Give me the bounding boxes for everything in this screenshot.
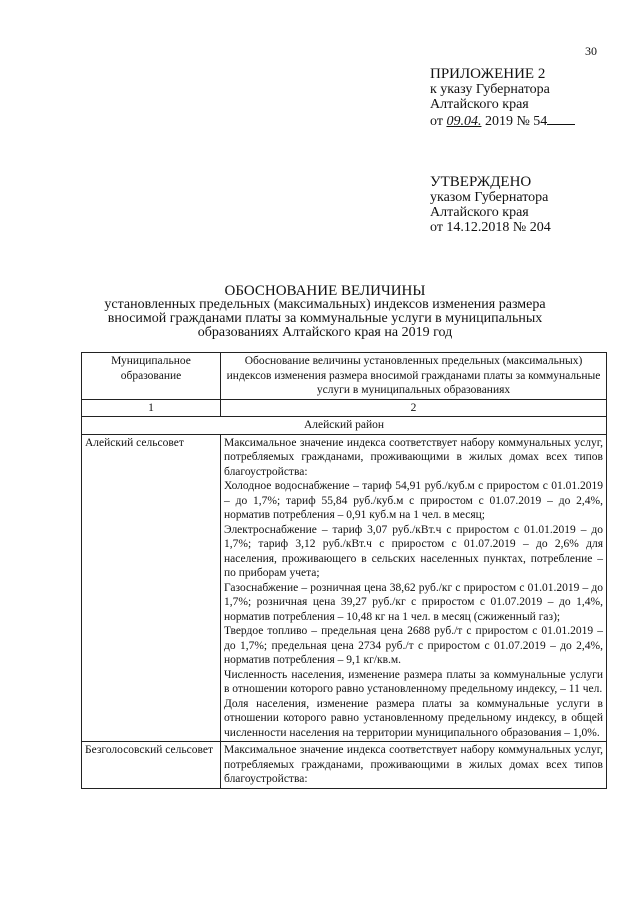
appendix-header: [430, 67, 630, 129]
justification-cell: [221, 742, 607, 789]
appendix-line2: Алтайского края: [430, 97, 529, 112]
table-row: [82, 742, 607, 789]
column-number-2: 2: [221, 399, 607, 417]
district-row: [82, 417, 607, 435]
approved-line3: от 14.12.2018 № 204: [430, 220, 551, 235]
appendix-number: 54: [533, 114, 548, 129]
appendix-line1: к указу Губернатора: [430, 82, 550, 97]
justification-paragraph: Электроснабжение – тариф 3,07 руб./кВт.ч с приростом с 01.01.2019 – до 1,7%; тариф 3,12 руб./кВт.ч с приростом с 01.07.2019 – до 2,6% для населения, проживающего в сельских населенных пунктах, потребление – по приборам учета;: [224, 523, 603, 579]
municipality-cell: Безголосовский сельсовет: [82, 742, 221, 789]
appendix-date-line: [430, 112, 630, 129]
justification-paragraph: Твердое топливо – предельная цена 2688 руб./т с приростом с 01.01.2019 – до 1,7%; предельная цена 2734 руб./т с приростом с 01.07.2019 – до 2,4%, норматив потребления – 9,1 кг/кв.м.: [224, 625, 603, 666]
approved-header: [430, 175, 630, 235]
table-number-row: [82, 399, 607, 417]
document-title-main: ОБОСНОВАНИЕ ВЕЛИЧИНЫ: [224, 283, 426, 299]
justification-paragraph: Холодное водоснабжение – тариф 54,91 руб./куб.м с приростом с 01.01.2019 – до 1,7%; тариф 55,84 руб./куб.м с приростом с 01.07.2019 – до 2,4%, норматив потребления – 0,91 куб.м на 1 чел. в месяц;: [224, 480, 603, 521]
approved-line1: указом Губернатора: [430, 190, 549, 205]
justification-paragraph: Численность населения, изменение размера платы за коммунальные услуги в отношении которого равно установленному предельному индексу, – 11 чел.: [224, 668, 603, 695]
document-title-line1: установленных предельных (максимальных) индексов изменения размера: [104, 297, 546, 312]
district-name: Алейский район: [82, 417, 607, 435]
document-title-line3: образованиях Алтайского края на 2019 год: [197, 325, 453, 340]
page-number: 30: [585, 44, 597, 58]
appendix-year-no: 2019 №: [484, 114, 530, 129]
document-title-line2: вносимой гражданами платы за коммунальные услуги в муниципальных: [107, 311, 543, 326]
appendix-title: ПРИЛОЖЕНИЕ 2: [430, 66, 546, 82]
justification-paragraph: Газоснабжение – розничная цена 38,62 руб./кг с приростом с 01.01.2019 – до 1,7%; розничная цена 39,27 руб./кг с приростом с 01.07.2019 – до 1,4%, норматив потребления – 10,48 кг на 1 чел. в месяц (сжиженный газ);: [224, 581, 603, 623]
underline-blank: [547, 112, 575, 125]
indices-table: [81, 352, 607, 789]
appendix-date: 09.04.: [446, 114, 482, 129]
table-row: [82, 434, 607, 742]
approved-line2: Алтайского края: [430, 205, 529, 220]
justification-paragraph: Максимальное значение индекса соответствует набору коммунальных услуг, потребляемых гражданами, проживающими в жилых домах всех типов благоустройства:: [224, 436, 603, 478]
column-number-1: 1: [82, 399, 221, 417]
column-header-justification: Обоснование величины установленных предельных (максимальных) индексов изменения размера вносимой гражданами платы за коммунальные услуги в муниципальных образованиях: [221, 353, 607, 400]
justification-paragraph: Доля населения, изменение размера платы за коммунальные услуги в отношении которого равно установленному предельному индексу, в общей численности населения на территории муниципального образования – 1,0%.: [224, 697, 603, 739]
table-header-row: [82, 353, 607, 400]
appendix-date-prefix: от: [430, 114, 443, 129]
document-title: [60, 284, 590, 340]
column-header-municipality: Муниципальное образование: [82, 353, 221, 400]
approved-title: УТВЕРЖДЕНО: [430, 174, 532, 190]
justification-paragraph: Максимальное значение индекса соответствует набору коммунальных услуг, потребляемых гражданами, проживающими в жилых домах всех типов благоустройства:: [224, 744, 603, 785]
municipality-cell: Алейский сельсовет: [82, 434, 221, 742]
justification-cell: [221, 434, 607, 742]
